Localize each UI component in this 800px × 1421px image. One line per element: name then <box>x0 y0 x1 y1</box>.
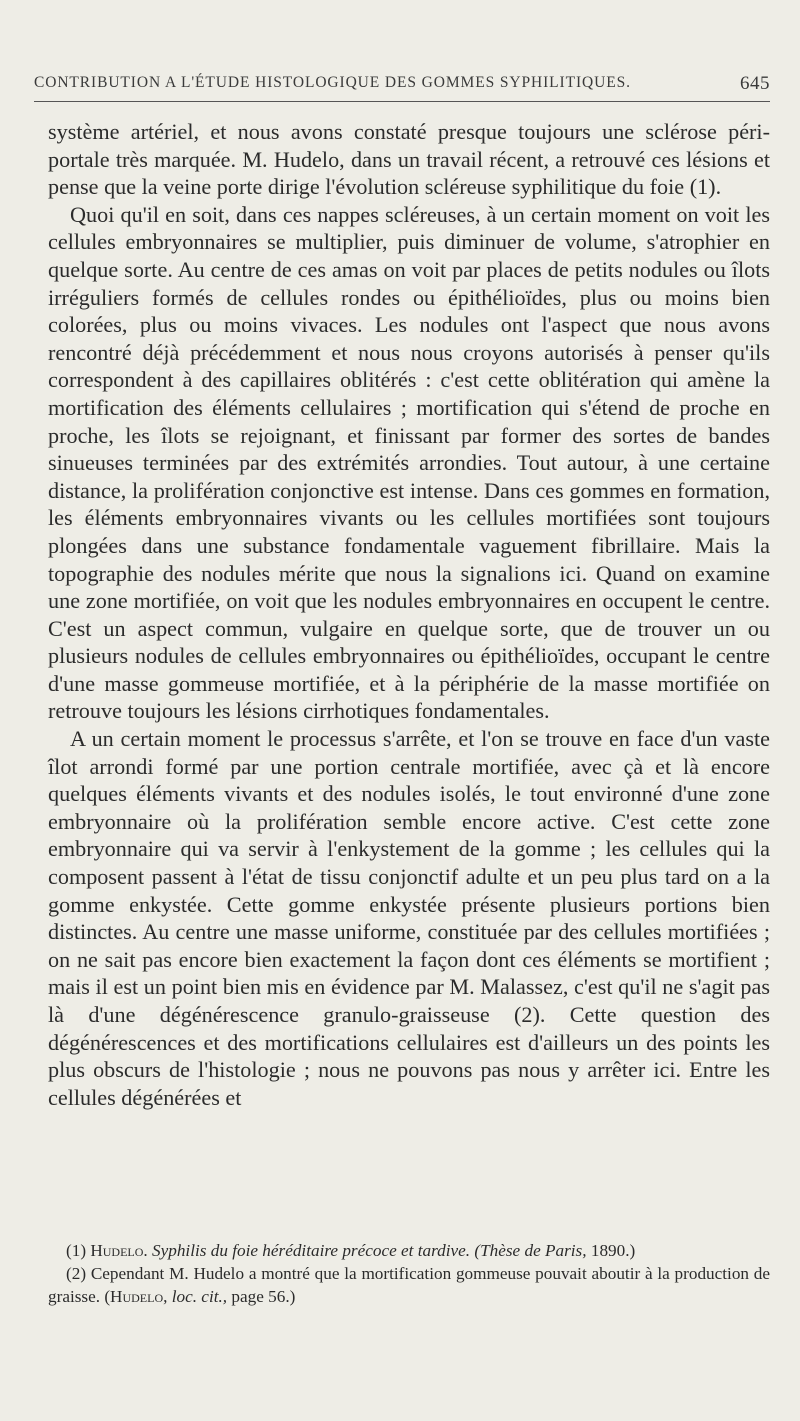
footnote-1-title: Syphilis du foie héréditaire précoce et tardive. <box>152 1241 471 1260</box>
running-title: CONTRIBUTION A L'ÉTUDE HISTOLOGIQUE DES GOMMES SYPHILITIQUES. <box>34 74 631 91</box>
running-header <box>34 74 770 98</box>
footnote-2-ref-loc: loc. cit., <box>171 1286 228 1306</box>
paragraph-1: système artériel, et nous avons constaté presque toujours une sclérose péri-portale très marquée. M. Hudelo, dans un travail récent, a retrouvé ces lésions et pense que la veine porte dirige l'évolution scléreuse syphilitique du foie (1). <box>48 119 770 200</box>
paragraph-2: Quoi qu'il en soit, dans ces nappes scléreuses, à un certain moment on voit les cellules embryonnaires se multiplier, puis diminuer de volume, s'atrophier en quelque sorte. Au centre de ces amas on voit par places de petits nodules ou îlots irréguliers formés de cellules rondes ou épithélioïdes, plus ou moins bien colorées, plus ou moins vivaces. Les nodules ont l'aspect que nous avons rencontré déjà précédemment et nous nous croyons autorisés à penser qu'ils correspondent à des capillaires oblitérés : c'est cette oblitération qui amène la mortification des éléments cellulaires ; mortification qui s'étend de proche en proche, les îlots se rejoignant, et finissant par former des sortes de bandes sinueuses terminées par des extrémités arrondies. Tout autour, à une certaine distance, la prolifération conjonctive est intense. Dans ces gommes en formation, les éléments embryonnaires vivants ou les cellules mortifiées sont toujours plongées dans une substance fondamentale vaguement fibrillaire. Mais la topographie des nodules mérite que nous la signalions ici. Quand on examine une zone mortifiée, on voit que les nodules embryonnaires en occupent le centre. C'est un aspect commun, vulgaire en quelque sorte, que de trouver un ou plusieurs nodules de cellules embryonnaires ou épithélioïdes, occupant le centre d'une masse gommeuse mortifiée, et à la périphérie de la masse mortifiée on retrouve toujours les lésions cirrhotiques fondamentales. <box>48 201 770 724</box>
footnote-1-number: (1) <box>66 1241 87 1260</box>
footnote-2-ref-page: page 56.) <box>231 1286 296 1306</box>
footnote-1-year: 1890.) <box>590 1241 636 1260</box>
paragraph-3: A un certain moment le processus s'arrête, et l'on se trouve en face d'un vaste îlot arrondi formé par une portion centrale mortifiée, avec çà et là encore quelques éléments vivants et des nodules isolés, le tout environné d'une zone embryonnaire où la prolifération semble encore active. C'est cette zone embryonnaire qui va servir à l'enkystement de la gomme ; les cellules qui la composent passent à l'état de tissu conjonctif adulte et un peu plus tard on a la gomme enkystée. Cette gomme enkystée présente plusieurs portions bien distinctes. Au centre une masse uniforme, constituée par des cellules mortifiées ; on ne sait pas encore bien exactement la façon dont ces éléments se mortifient ; mais il est un point bien mis en évidence par M. Malassez, c'est qu'il ne s'agit pas là d'une dégénérescence granulo-graisseuse (2). Cette question des dégénérescences et des mortifications cellulaires est d'ailleurs un des points les plus obscurs de l'histologie ; nous ne pouvons pas nous y arrêter ici. Entre les cellules dégénérées et <box>48 726 770 1110</box>
footnote-1 <box>48 1240 770 1263</box>
header-rule <box>34 101 770 102</box>
footnote-2-number: (2) <box>66 1263 87 1283</box>
footnote-1-author: Hudelo. <box>90 1241 148 1260</box>
footnote-2-text: Cependant M. Hudelo a montré que la mortification gommeuse pouvait aboutir à la production de graisse. <box>48 1263 770 1306</box>
footnote-2-ref-author: (Hudelo, <box>104 1286 168 1306</box>
footnotes <box>48 1240 770 1308</box>
page-number: 645 <box>740 73 770 94</box>
footnote-2 <box>48 1263 770 1309</box>
body-text <box>48 118 770 1111</box>
footnote-1-source: (Thèse de Paris, <box>474 1241 587 1260</box>
